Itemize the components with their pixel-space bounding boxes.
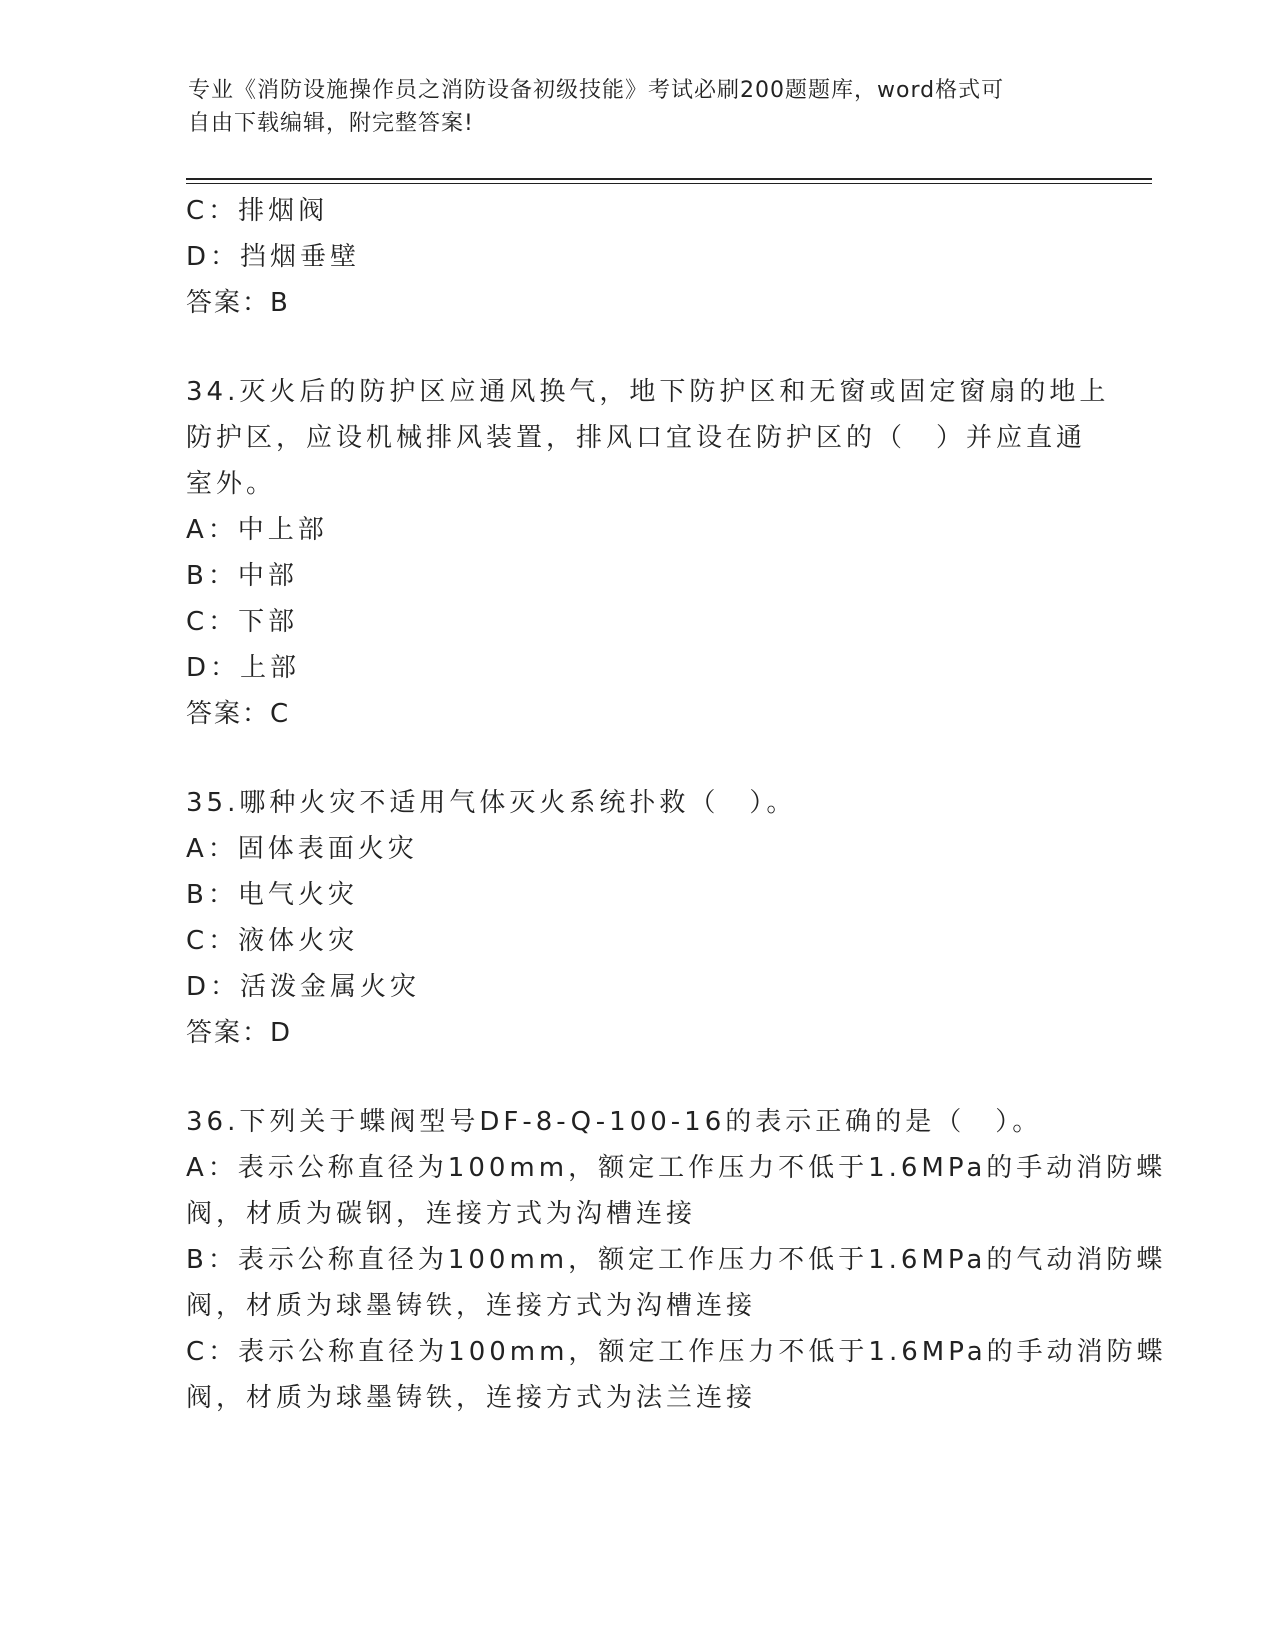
answer: 答案：D [186,1018,293,1048]
header-divider-thick [186,178,1152,180]
question-36 [186,1099,1167,1421]
question-35 [186,780,1086,1056]
option-a: A：中上部 [186,515,328,545]
option-c: C：下部 [186,607,299,637]
header-divider-thin [186,183,1152,184]
option-b: B：表示公称直径为100mm，额定工作压力不低于1.6MPa的气动消防蝶 [186,1245,1167,1275]
question-text: 35.哪种火灾不适用气体灭火系统扑救（ ）。 [186,788,797,818]
option-a: A：固体表面火灾 [186,834,418,864]
option-c: C：表示公称直径为100mm，额定工作压力不低于1.6MPa的手动消防蝶 [186,1337,1167,1367]
question-text: 34.灭火后的防护区应通风换气，地下防护区和无窗或固定窗扇的地上 [186,377,1110,407]
question-text: 36.下列关于蝶阀型号DF-8-Q-100-16的表示正确的是（ ）。 [186,1107,1043,1137]
spacer [186,326,1086,369]
question-content [186,188,1167,1421]
option-a-continued: 阀，材质为碳钢，连接方式为沟槽连接 [186,1199,697,1229]
question-34 [186,369,1110,737]
question-text: 室外。 [186,469,277,499]
spacer [186,737,1086,780]
option-b: B：电气火灾 [186,880,358,910]
option-d: D：挡烟垂壁 [186,242,361,272]
option-c: C：排烟阀 [186,196,329,226]
header-line-2: 自由下载编辑，附完整答案! [188,111,474,136]
option-b: B：中部 [186,561,298,591]
option-c-continued: 阀，材质为球墨铸铁，连接方式为法兰连接 [186,1383,757,1413]
question-33-tail [186,188,1086,326]
option-b-continued: 阀，材质为球墨铸铁，连接方式为沟槽连接 [186,1291,757,1321]
spacer [186,1056,1086,1099]
option-d: D：活泼金属火灾 [186,972,421,1002]
option-c: C：液体火灾 [186,926,359,956]
option-a: A：表示公称直径为100mm，额定工作压力不低于1.6MPa的手动消防蝶 [186,1153,1167,1183]
answer: 答案：C [186,699,291,729]
question-text: 防护区，应设机械排风装置，排风口宜设在防护区的（ ）并应直通 [186,423,1087,453]
header-line-1: 专业《消防设施操作员之消防设备初级技能》考试必刷200题题库，word格式可 [188,78,1005,103]
document-header [188,74,1088,140]
option-d: D：上部 [186,653,301,683]
answer: 答案：B [186,288,290,318]
